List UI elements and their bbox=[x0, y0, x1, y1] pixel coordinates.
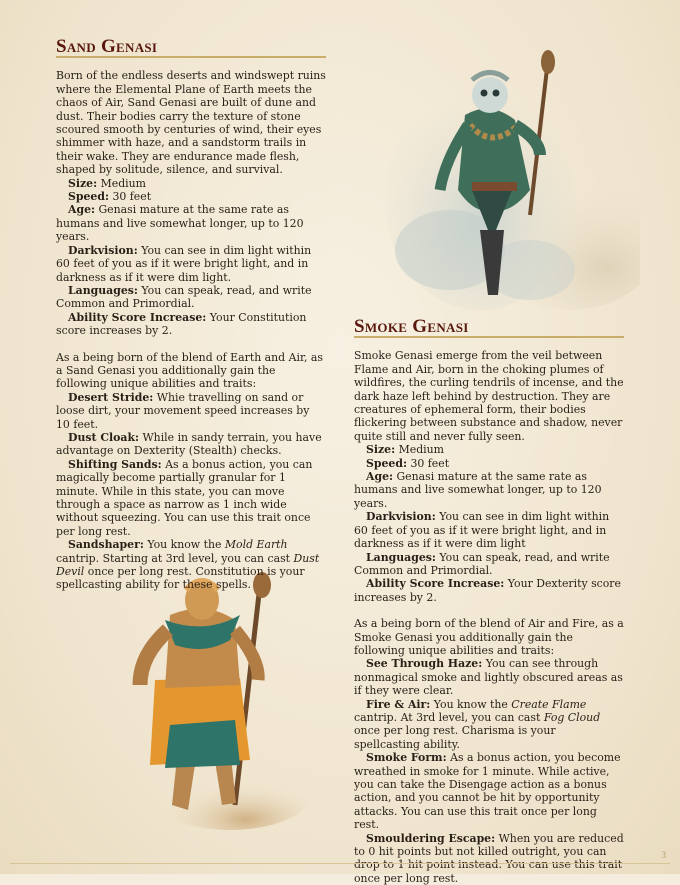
feature-desert-stride: Desert Stride: Whie travelling on sand or loose dirt, your movement speed increases by 10 feet. bbox=[56, 390, 310, 431]
sand-traits bbox=[56, 177, 326, 338]
trait-speed: Speed: 30 feet bbox=[68, 190, 152, 204]
sand-genasi-heading: Sand Genasi bbox=[56, 40, 326, 58]
trait-speed: Speed: 30 feet bbox=[366, 456, 450, 470]
sand-blend: As a being born of the blend of Earth and Air, as a Sand Genasi you additionally gain the following unique abilities and traits: bbox=[56, 350, 323, 391]
feature-see-through-haze: See Through Haze: You can see through nonmagical smoke and lightly obscured areas as if they were clear. bbox=[354, 657, 623, 698]
smoke-genasi-heading: Smoke Genasi bbox=[354, 320, 624, 338]
feature-shifting-sands: Shifting Sands: As a bonus action, you can magically become partially granular for 1 minute. While in this state, you can move through a space as narrow as 1 inch wide without squeezing. You can use this trait once per long rest. bbox=[56, 457, 313, 538]
feature-sandshaper: Sandshaper: You know the Mold Earth cantrip. Starting at 3rd level, you can cast Dust Devil once per long rest. Constitution is your spellcasting ability for these spells. bbox=[56, 538, 320, 592]
trait-languages: Languages: You can speak, read, and write Common and Primordial. bbox=[354, 550, 610, 577]
trait-size: Size: Medium bbox=[366, 443, 445, 457]
smoke-intro: Smoke Genasi emerge from the veil between Flame and Air, born in the choking plumes of wildfires, the curling tendrils of incense, and the dark haze left behind by destruction. They are creatures of ephemeral form, their bodies flickering between substance and shadow, never quite still and never fully seen. bbox=[354, 349, 624, 443]
trait-darkvision: Darkvision: You can see in dim light within 60 feet of you as if it were bright light, and in darkness as if it were dim light. bbox=[56, 243, 312, 284]
trait-languages: Languages: You can speak, read, and write Common and Primordial. bbox=[56, 283, 312, 311]
trait-ability-score: Ability Score Increase: Your Dexterity score increases by 2. bbox=[354, 577, 621, 604]
feature-smoke-form: Smoke Form: As a bonus action, you become wreathed in smoke for 1 minute. While active, you can take the Disengage action as a bonus action, and you cannot be hit by opportunity attacks. You can use this trait once per long rest. bbox=[354, 751, 621, 832]
feature-dust-cloak: Dust Cloak: While in sandy terrain, you have advantage on Dexterity (Stealth) checks. bbox=[56, 430, 322, 458]
trait-age: Age: Genasi mature at the same rate as humans and live somewhat longer, up to 120 years. bbox=[56, 203, 304, 244]
sand-genasi-section bbox=[56, 36, 326, 592]
smoke-genasi-illustration bbox=[380, 40, 640, 310]
trait-darkvision: Darkvision: You can see in dim light within 60 feet of you as if it were bright light, and in darkness as if it were dim light bbox=[354, 510, 610, 551]
trait-age: Age: Genasi mature at the same rate as humans and live somewhat longer, up to 120 years. bbox=[354, 470, 602, 510]
smoke-genasi-section bbox=[354, 316, 624, 885]
smoke-blend: As a being born of the blend of Air and Fire, as a Smoke Genasi you additionally gain the following unique abilities and traits: bbox=[354, 617, 624, 657]
feature-fire-and-air: Fire & Air: You know the Create Flame cantrip. At 3rd level, you can cast Fog Cloud once per long rest. Charisma is your spellcasting ability. bbox=[354, 697, 601, 751]
page-number: 3 bbox=[661, 850, 666, 860]
trait-ability-score: Ability Score Increase: Your Constitution score increases by 2. bbox=[56, 310, 307, 338]
sand-genasi-illustration bbox=[110, 560, 310, 830]
sand-intro: Born of the endless deserts and windswept ruins where the Elemental Plane of Earth meets the chaos of Air, Sand Genasi are built of dune and dust. Their bodies carry the texture of stone scoured smooth by centuries of wind, their eyes shimmer with haze, and a sandstorm trails in their wake. They are endurance made flesh, shaped by solitude, silence, and survival. bbox=[56, 69, 326, 177]
feature-smouldering-escape: Smouldering Escape: When you are reduced to 0 hit points but not killed outright, you can drop to 1 hit point instead. You can use this trait once per long rest. bbox=[354, 831, 624, 885]
trait-size: Size: Medium bbox=[68, 176, 147, 190]
footer-divider bbox=[10, 863, 670, 864]
